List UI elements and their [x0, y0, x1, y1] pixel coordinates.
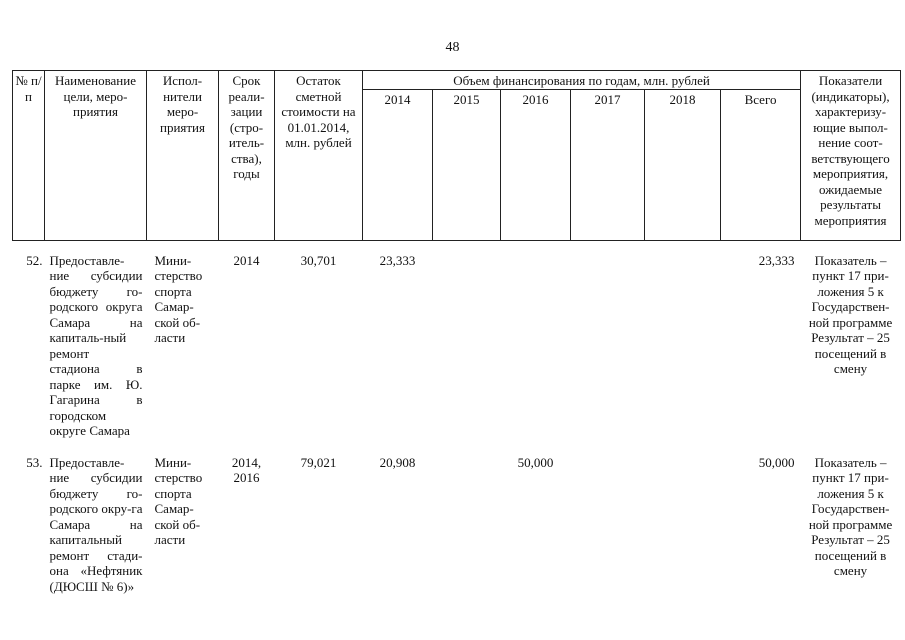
row-no: 52.	[26, 252, 43, 268]
header-funding: Объем финансирования по годам, млн. рублей	[363, 71, 801, 90]
row-name: Предоставле-ние субсидии бюджету го-родского округа Самара на капиталь-ный ремонт стадиона в парке им. Ю. Гагарина в городском округе Самара	[49, 252, 143, 438]
header-no: № п/п	[13, 71, 45, 241]
header-year-2017: 2017	[571, 89, 645, 240]
row-2015	[433, 253, 501, 439]
row-indicator: Показатель – пункт 17 при-ложения 5 к Государствен-ной программе Результат – 25 посещений в смену	[808, 454, 893, 578]
row-no: 53.	[26, 454, 43, 470]
row-2016: 50,000	[517, 454, 554, 470]
row-2017	[571, 253, 645, 439]
row-2018	[645, 253, 721, 439]
row-2015	[433, 455, 501, 595]
header-year-2016: 2016	[501, 89, 571, 240]
header-indicators: Показатели (индикаторы), характеризу-ющие выпол-нение соот-ветствующего мероприятия, ожидаемые результаты мероприятия	[801, 71, 901, 241]
row-2014: 23,333	[379, 252, 416, 268]
row-term: 2014	[233, 252, 260, 268]
header-balance: Остаток сметной стоимости на 01.01.2014, млн. рублей	[275, 71, 363, 241]
row-total: 23,333	[758, 252, 795, 268]
header-executors: Испол-нители меро-приятия	[147, 71, 219, 241]
page-number: 48	[445, 40, 460, 55]
header-total: Всего	[721, 89, 801, 240]
row-executor: Мини-стерство спорта Самар-ской об-ласти	[154, 454, 203, 547]
header-year-2015: 2015	[433, 89, 501, 240]
header-year-2018: 2018	[645, 89, 721, 240]
row-2014: 20,908	[379, 454, 416, 470]
table-row	[13, 253, 901, 439]
row-2018	[645, 455, 721, 595]
row-total: 50,000	[758, 454, 795, 470]
row-balance: 30,701	[300, 252, 337, 268]
row-name: Предоставле-ние субсидии бюджету го-родского окру-га Самара на капитальный ремонт стади-она «Нефтяник (ДЮСШ № 6)»	[49, 454, 143, 594]
row-2016	[501, 253, 571, 439]
table-row	[13, 455, 901, 595]
header-term: Срок реали-зации (стро-итель-ства), годы	[219, 71, 275, 241]
row-executor: Мини-стерство спорта Самар-ской об-ласти	[154, 252, 203, 345]
header-name: Наименование цели, меро-приятия	[45, 71, 147, 241]
row-2017	[571, 455, 645, 595]
row-term: 2014, 2016	[231, 454, 262, 485]
funding-table	[12, 70, 901, 594]
row-balance: 79,021	[300, 454, 337, 470]
row-indicator: Показатель – пункт 17 при-ложения 5 к Государствен-ной программе Результат – 25 посещений в смену	[808, 252, 893, 376]
header-year-2014: 2014	[363, 89, 433, 240]
